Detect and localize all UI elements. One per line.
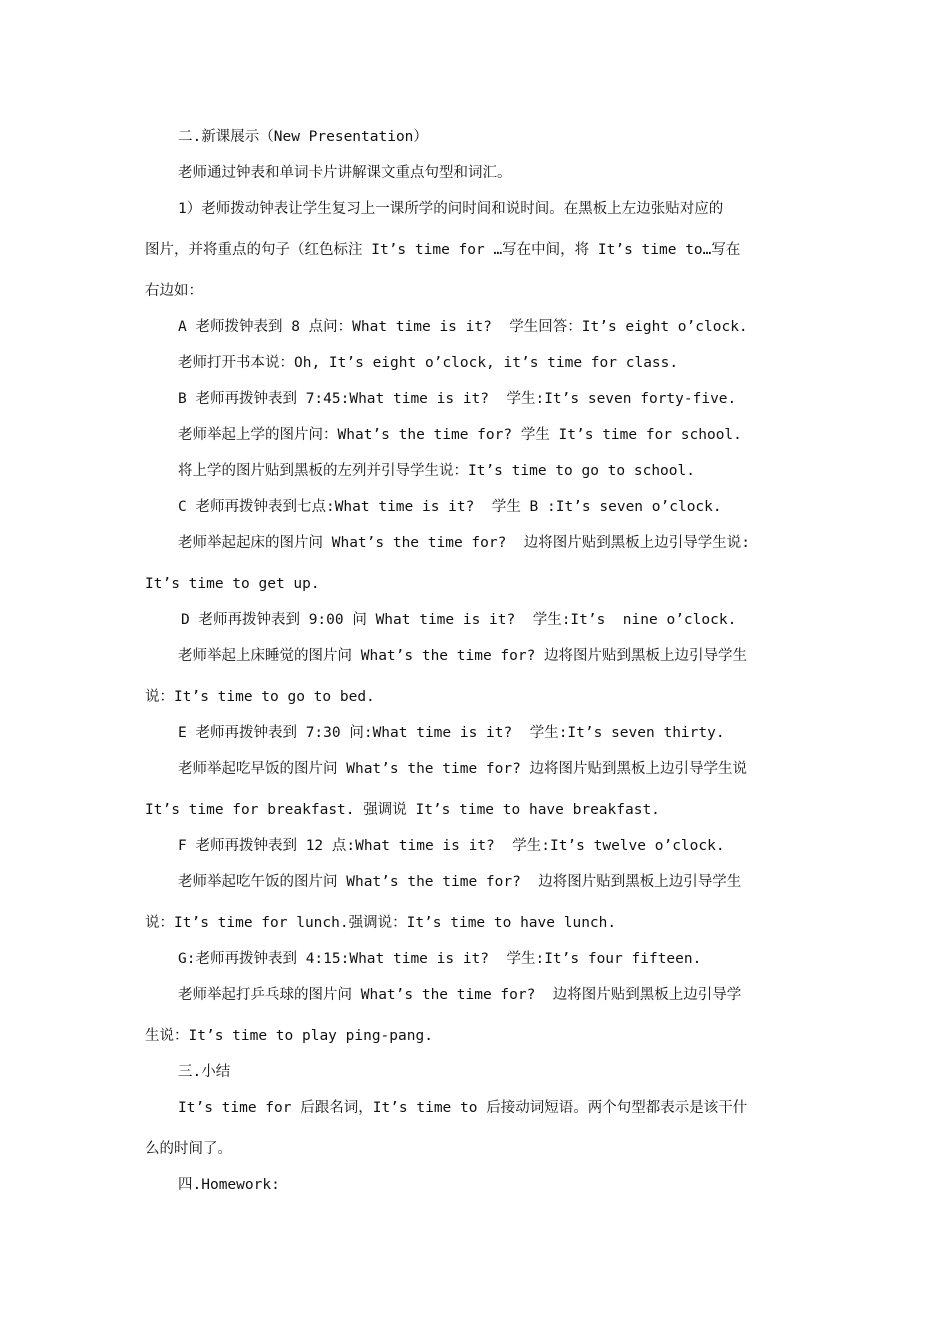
dialogue-c-picture-line-1: 老师举起起床的图片问 What’s the time for? 边将图片贴到黑板上边引导学生说: (178, 535, 751, 551)
section-heading-new-presentation: 二.新课展示（New Presentation） (178, 129, 428, 145)
dialogue-e-question: E 老师再拨钟表到 7:30 问:What time is it? 学生:It’s seven thirty. (178, 725, 725, 741)
summary-line-1: It’s time for 后跟名词，It’s time to 后接动词短语。两个句型都表示是该干什 (178, 1100, 748, 1116)
step1-line-1: 1）老师拨动钟表让学生复习上一课所学的问时间和说时间。在黑板上左边张贴对应的 (178, 201, 724, 217)
dialogue-b-question: B 老师再拨钟表到 7:45:What time is it? 学生:It’s seven forty-five. (178, 391, 737, 407)
dialogue-d-picture-line-2: 说：It’s time to go to bed. (145, 689, 375, 705)
dialogue-e-picture-line-2: It’s time for breakfast. 强调说 It’s time to have breakfast. (145, 802, 660, 818)
dialogue-g-picture-line-2: 生说：It’s time to play ping-pang. (145, 1028, 433, 1044)
dialogue-f-question: F 老师再拨钟表到 12 点:What time is it? 学生:It’s twelve o’clock. (178, 838, 725, 854)
dialogue-b-picture: 老师举起上学的图片问：What’s the time for? 学生 It’s time for school. (178, 427, 742, 443)
dialogue-d-picture-line-1: 老师举起上床睡觉的图片问 What’s the time for? 边将图片贴到黑板上边引导学生 (178, 648, 748, 664)
intro-paragraph: 老师通过钟表和单词卡片讲解课文重点句型和词汇。 (178, 165, 512, 181)
section-heading-summary: 三.小结 (178, 1064, 231, 1080)
section-heading-homework: 四.Homework: (178, 1177, 280, 1193)
summary-line-2: 么的时间了。 (145, 1141, 232, 1157)
dialogue-d-question: D 老师再拨钟表到 9:00 问 What time is it? 学生:It’s nine o’clock. (181, 612, 737, 628)
dialogue-b-board: 将上学的图片贴到黑板的左列并引导学生说：It’s time to go to school. (178, 463, 695, 479)
dialogue-f-picture-line-1: 老师举起吃午饭的图片问 What’s the time for? 边将图片贴到黑板上边引导学生 (178, 874, 742, 890)
dialogue-g-picture-line-1: 老师举起打乒乓球的图片问 What’s the time for? 边将图片贴到黑板上边引导学 (178, 987, 742, 1003)
dialogue-a-question: A 老师拨钟表到 8 点问：What time is it? 学生回答：It’s eight o’clock. (178, 319, 748, 335)
dialogue-g-question: G:老师再拨钟表到 4:15:What time is it? 学生:It’s four fifteen. (178, 951, 702, 967)
step1-line-3: 右边如： (145, 283, 203, 299)
dialogue-c-picture-line-2: It’s time to get up. (145, 576, 320, 592)
dialogue-f-picture-line-2: 说：It’s time for lunch.强调说：It’s time to have lunch. (145, 915, 617, 931)
dialogue-e-picture-line-1: 老师举起吃早饭的图片问 What’s the time for? 边将图片贴到黑板上边引导学生说 (178, 761, 748, 777)
step1-line-2: 图片，并将重点的句子（红色标注 It’s time for …写在中间，将 It’s time to…写在 (145, 242, 741, 258)
dialogue-a-response: 老师打开书本说：Oh, It’s eight o’clock, it’s time for class. (178, 355, 679, 371)
dialogue-c-question: C 老师再拨钟表到七点:What time is it? 学生 B :It’s seven o’clock. (178, 499, 722, 515)
